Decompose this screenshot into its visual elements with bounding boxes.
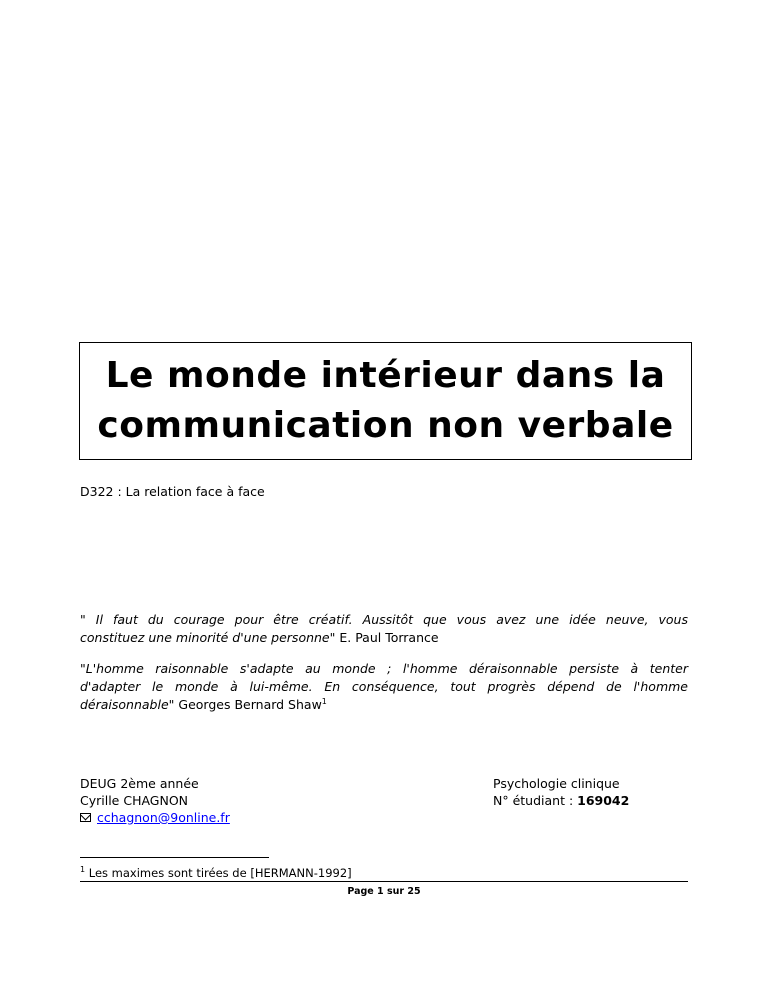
speciality: Psychologie clinique [493,776,620,791]
footnote-text: Les maximes sont tirées de [HERMANN-1992] [88,866,352,880]
student-info-right [493,775,629,809]
student-level: DEUG 2ème année [80,776,199,791]
student-id-value: 169042 [577,793,630,808]
student-info-left [80,775,230,826]
quote-1-line-2-wrap [80,630,439,645]
footnote-ref[interactable]: 1 [321,696,327,706]
quote-1-author: E. Paul Torrance [339,630,439,645]
quote-2-line-3: déraisonnable" [80,697,175,712]
email-link[interactable]: cchagnon@9online.fr [97,810,230,825]
footnote [80,866,352,880]
mail-icon [80,813,91,822]
quote-1-line-2: constituez une minorité d'une personne" [80,630,336,645]
footnote-number: 1 [80,865,86,875]
email-row [80,809,230,826]
student-name: Cyrille CHAGNON [80,793,189,808]
quote-2-line-3-wrap [80,697,327,712]
course-label: D322 : La relation face à face [80,484,265,499]
footnote-separator [80,857,269,858]
quote-torrance [80,611,688,647]
student-id-label: N° étudiant : [493,793,578,808]
quote-shaw [80,660,688,714]
quote-2-line-1: "L'homme raisonnable s'adapte au monde ; l'homme déraisonnable persiste à tenter [80,661,688,676]
title-line-2: communication non verbale [97,405,674,446]
page-number: Page 1 sur 25 [347,886,421,897]
title-box [79,342,692,460]
title-line-1: Le monde intérieur dans la [105,355,666,396]
quote-2-line-2: d'adapter le monde à lui-même. En conséquence, tout progrès dépend de l'homme [80,679,688,694]
student-id-row [493,792,629,809]
quote-1-line-1: " Il faut du courage pour être créatif. Aussitôt que vous avez une idée neuve, vous [80,612,688,627]
quote-2-author: Georges Bernard Shaw [178,697,322,712]
footer-rule [80,881,688,882]
